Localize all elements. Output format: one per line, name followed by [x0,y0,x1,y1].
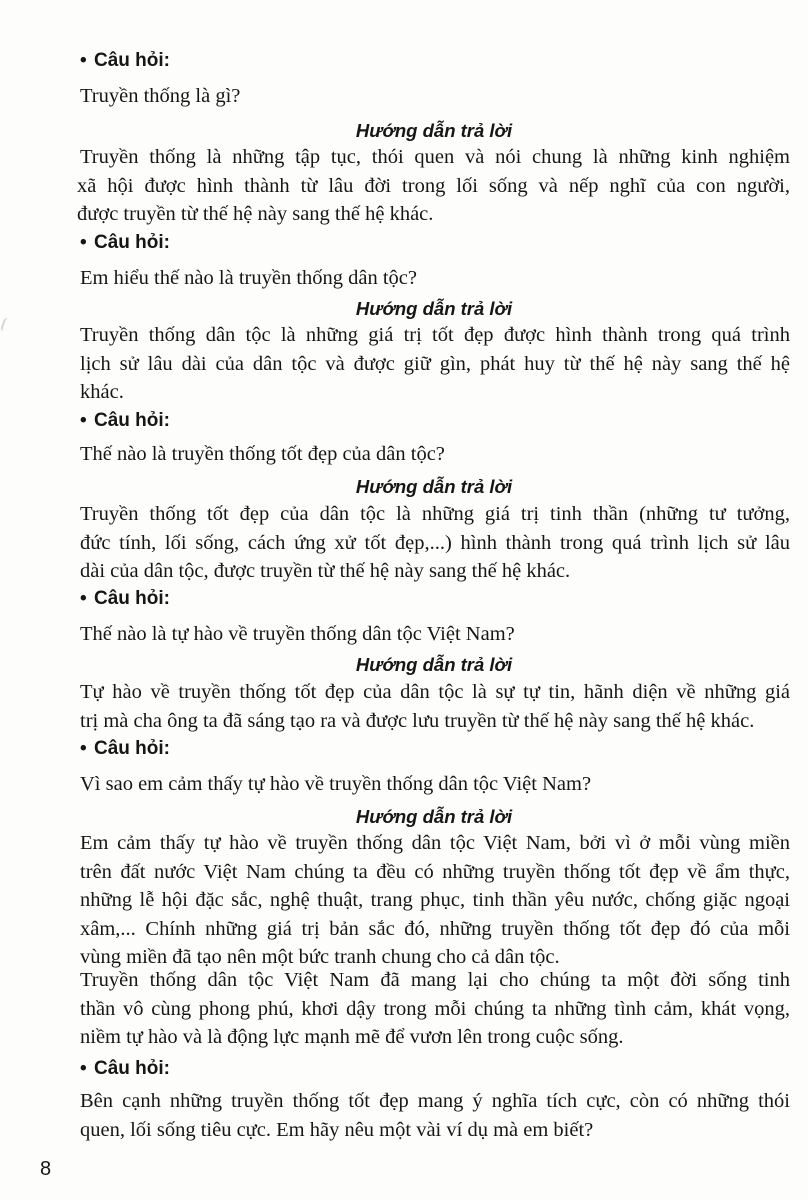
question-label-text: Câu hỏi: [94,1058,170,1079]
answer-paragraph [80,966,790,1052]
answer-line: Tự hào về truyền thống tốt đẹp của dân tộc là sự tự tin, hãnh diện về những giá [80,681,790,703]
answer-heading: Hướng dẫn trả lời [355,298,513,319]
question-label-text: Câu hỏi: [94,410,170,431]
question-label-text: Câu hỏi: [94,50,170,71]
answer-line: vùng miền đã tạo nên một bức tranh chung cho cả dân tộc. [80,946,560,969]
bullet: • [80,232,87,253]
question-text: Em hiểu thế nào là truyền thống dân tộc? [80,267,418,289]
question-text: Truyền thống là gì? [80,85,241,107]
answer-line: những lễ hội đặc sắc, nghệ thuật, trang phục, tinh thần yêu nước, chống giặc ngoại [80,889,790,912]
question-label [80,410,170,432]
question-label [80,50,170,72]
question-line: quen, lối sống tiêu cực. Em hãy nêu một vài ví dụ mà em biết? [80,1118,594,1141]
question-label [80,738,170,760]
answer-line: niềm tự hào và là động lực mạnh mẽ để vươn lên trong cuộc sống. [80,1026,624,1049]
bullet: • [80,410,87,431]
bullet: • [80,588,87,609]
answer-paragraph [77,143,790,229]
bullet: • [80,738,87,759]
answer-line: trị mà cha ông ta đã sáng tạo ra và được lưu truyền từ thế hệ này sang thế hệ khác. [80,709,755,732]
answer-line: khác. [80,381,124,404]
answer-line: xâm,... Chính những giá trị bản sắc đó, những truyền thống tốt đẹp đó của mỗi [80,917,790,940]
question-label [80,232,170,254]
answer-paragraph [80,500,790,586]
answer-line: đức tính, lối sống, cách ứng xử tốt đẹp,...) hình thành trong quá trình lịch sử lâu [80,531,790,554]
answer-heading: Hướng dẫn trả lời [355,476,513,497]
question-label-text: Câu hỏi: [94,588,170,609]
answer-line: dài của dân tộc, được truyền từ thế hệ này sang thế hệ khác. [80,560,571,583]
question-label-text: Câu hỏi: [94,232,170,253]
answer-line: được truyền từ thế hệ này sang thế hệ khác. [77,203,434,226]
answer-paragraph [80,321,790,407]
answer-line: lịch sử lâu dài của dân tộc và được giữ gìn, phát huy từ thế hệ này sang thế hệ [80,352,790,375]
answer-line: Truyền thống tốt đẹp của dân tộc là những giá trị tinh thần (những tư tưởng, [80,503,790,525]
question-label [80,1058,170,1080]
question-text [80,1087,790,1144]
answer-heading: Hướng dẫn trả lời [355,654,513,675]
answer-line: xã hội được hình thành từ lâu đời trong lối sống và nếp nghĩ của con người, [77,174,790,197]
question-text: Vì sao em cảm thấy tự hào về truyền thống dân tộc Việt Nam? [80,773,592,795]
answer-line: Truyền thống dân tộc là những giá trị tốt đẹp được hình thành trong quá trình [80,324,790,346]
question-label [80,588,170,610]
answer-line: Em cảm thấy tự hào về truyền thống dân tộc Việt Nam, bởi vì ở mỗi vùng miền [80,832,790,854]
answer-line: Truyền thống là những tập tục, thói quen và nói chung là những kinh nghiệm [80,146,790,168]
answer-paragraph [80,678,790,735]
answer-line: trên đất nước Việt Nam chúng ta đều có những truyền thống tốt đẹp về ẩm thực, [80,860,790,883]
bullet: • [80,1058,87,1079]
answer-heading: Hướng dẫn trả lời [355,806,513,827]
answer-line: thần vô cùng phong phú, khơi dậy trong mỗi chúng ta những tình cảm, khát vọng, [80,997,790,1020]
question-line: Bên cạnh những truyền thống tốt đẹp mang ý nghĩa tích cực, còn có những thói [80,1090,790,1112]
answer-heading: Hướng dẫn trả lời [355,120,513,141]
question-text: Thế nào là truyền thống tốt đẹp của dân tộc? [80,443,445,465]
question-text: Thế nào là tự hào về truyền thống dân tộc Việt Nam? [80,623,515,645]
answer-paragraph [80,829,790,972]
bullet: • [80,50,87,71]
answer-line: Truyền thống dân tộc Việt Nam đã mang lại cho chúng ta một đời sống tinh [80,969,790,991]
page-number: 8 [40,1158,52,1180]
question-label-text: Câu hỏi: [94,738,170,759]
